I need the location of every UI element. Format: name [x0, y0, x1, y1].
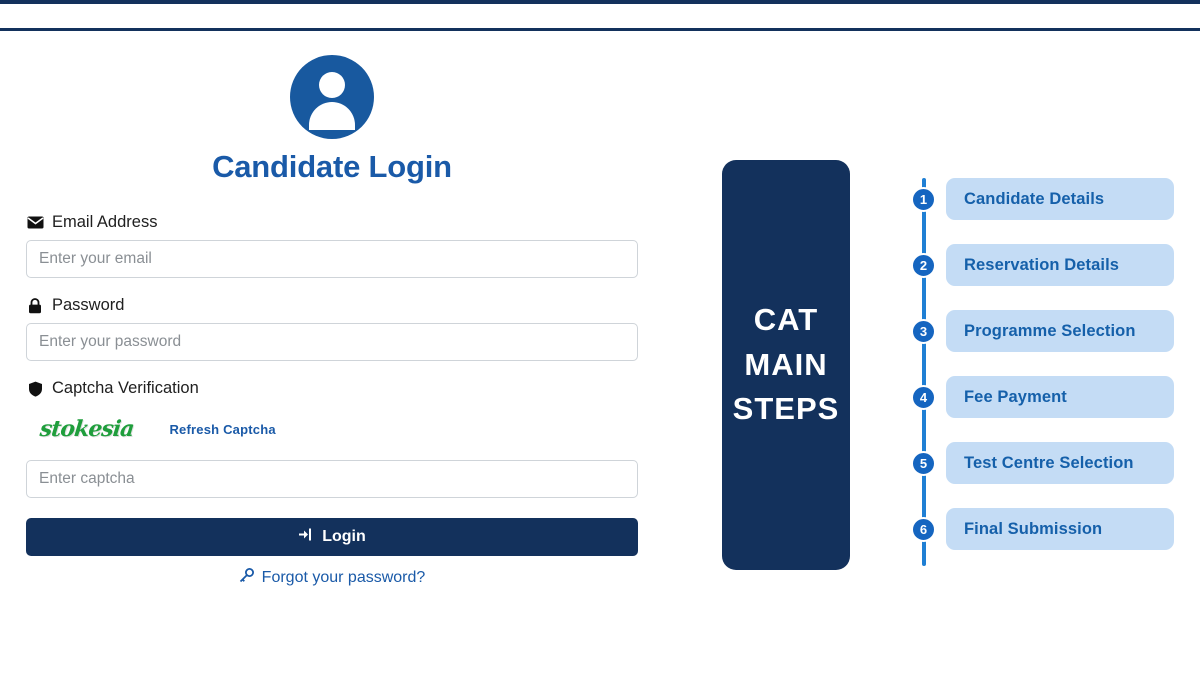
email-field-label: [26, 213, 638, 232]
step-item-5[interactable]: [900, 442, 1174, 484]
step-label[interactable]: Test Centre Selection: [946, 442, 1174, 484]
step-label[interactable]: Reservation Details: [946, 244, 1174, 286]
captcha-row: [40, 414, 638, 444]
step-number-badge: 4: [911, 385, 936, 410]
step-label[interactable]: Programme Selection: [946, 310, 1174, 352]
avatar-body-shape: [309, 102, 355, 130]
step-number-badge: 3: [911, 319, 936, 344]
step-label[interactable]: Candidate Details: [946, 178, 1174, 220]
step-number-badge: 5: [911, 451, 936, 476]
shield-icon: [26, 381, 44, 397]
top-bar-gap: [0, 4, 1200, 28]
forgot-password-label: Forgot your password?: [261, 568, 426, 586]
top-border-line-secondary: [0, 28, 1200, 31]
email-field[interactable]: [26, 240, 638, 278]
step-item-1[interactable]: [900, 178, 1174, 220]
refresh-captcha-button[interactable]: Refresh Captcha: [169, 421, 276, 437]
captcha-label-text: Captcha Verification: [52, 379, 199, 397]
login-button-label: Login: [322, 528, 366, 545]
step-item-2[interactable]: [900, 244, 1174, 286]
candidate-login-panel: [26, 55, 638, 587]
forgot-password-link[interactable]: [26, 568, 638, 587]
step-number-badge: 1: [911, 187, 936, 212]
key-icon: [239, 568, 254, 587]
steps-badge-line-3: STEPS: [732, 391, 840, 427]
step-label[interactable]: Final Submission: [946, 508, 1174, 550]
page-title: Candidate Login: [212, 149, 452, 184]
envelope-icon: [26, 216, 44, 229]
email-label-text: Email Address: [52, 213, 158, 231]
sign-in-icon: [298, 527, 314, 547]
steps-badge-line-2: MAIN: [744, 346, 828, 382]
avatar: [26, 55, 638, 139]
password-field-label: [26, 296, 638, 315]
user-avatar-icon: [290, 55, 374, 139]
password-field[interactable]: [26, 323, 638, 361]
step-number-badge: 6: [911, 517, 936, 542]
avatar-head-shape: [319, 72, 345, 98]
password-label-text: Password: [52, 296, 125, 314]
steps-list: [900, 178, 1174, 574]
step-item-6[interactable]: [900, 508, 1174, 550]
lock-icon: [26, 298, 44, 314]
captcha-image: stokesia: [38, 416, 135, 442]
login-button[interactable]: [26, 518, 638, 556]
steps-badge-line-1: CAT: [753, 301, 819, 337]
step-number-badge: 2: [911, 253, 936, 278]
step-item-3[interactable]: [900, 310, 1174, 352]
captcha-input[interactable]: [26, 460, 638, 498]
step-label[interactable]: Fee Payment: [946, 376, 1174, 418]
steps-badge: [722, 160, 850, 570]
step-item-4[interactable]: [900, 376, 1174, 418]
captcha-field-label: [26, 379, 638, 398]
